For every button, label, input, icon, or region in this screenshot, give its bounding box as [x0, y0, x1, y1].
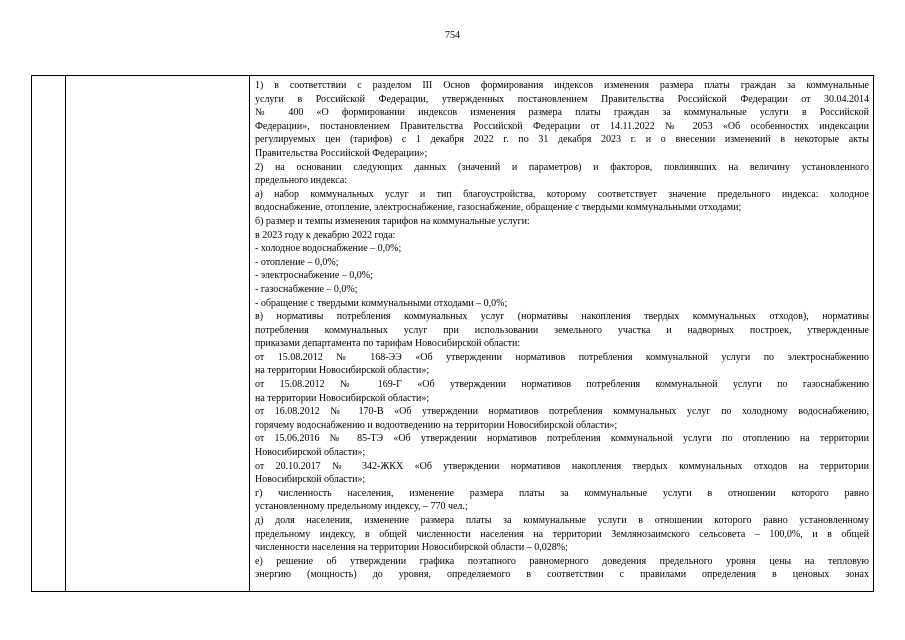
text-line: Новосибирской области»; — [255, 474, 366, 486]
text-line: № 400 «О формировании индексов изменения размера платы граждан за коммунальные услуги в Российской — [255, 107, 869, 119]
text-line: на территории Новосибирской области»; — [255, 365, 430, 377]
text-line: - электроснабжение – 0,0%; — [255, 270, 373, 282]
text-line: Федерации», постановлением Правительства Российской Федерации от 14.11.2022 № 2053 «Об особенностях индексации — [255, 120, 869, 132]
text-line: Новосибирской области»; — [255, 447, 366, 459]
text-line: энергию (мощность) до уровня, определяемого в соответствии с правилами определения в ценовых зонах — [255, 569, 869, 581]
text-line: б) размер и темпы изменения тарифов на коммунальные услуги: — [255, 215, 530, 227]
table-column-name — [66, 76, 250, 591]
text-line: от 20.10.2017 № 342-ЖКХ «Об утверждении нормативов накопления твердых коммунальных отходов на территории — [255, 460, 869, 472]
text-line: водоснабжение, отопление, электроснабжение, газоснабжение, обращение с твердыми коммунальными отходами; — [255, 202, 742, 214]
text-line: - отопление – 0,0%; — [255, 256, 339, 268]
document-table — [31, 75, 874, 592]
text-line: приказами департамента по тарифам Новосибирской области: — [255, 338, 521, 350]
text-line: - обращение с твердыми коммунальными отходами – 0,0%; — [255, 297, 508, 309]
text-line: предельного индекса: — [255, 175, 348, 187]
text-line: 2) на основании следующих данных (значений и параметров) и факторов, повлиявших на величину установленного — [255, 161, 869, 173]
text-line: от 15.06.2016 № 85-ТЭ «Об утверждении нормативов потребления коммунальной услуги по отоплению на территории — [255, 433, 869, 445]
text-line: г) численность населения, изменение размера платы за коммунальные услуги в отношении которого равно — [255, 487, 869, 499]
text-line: в 2023 году к декабрю 2022 года: — [255, 229, 396, 241]
text-line: регулируемых цен (тарифов) с 1 декабря 2022 г. по 31 декабря 2023 г. и о внесении изменений в некоторые акты — [255, 134, 869, 146]
text-line: е) решение об утверждении графика поэтапного равномерного доведения предельного уровня цены на тепловую — [255, 555, 869, 567]
text-line: - холодное водоснабжение – 0,0%; — [255, 243, 402, 255]
text-line: горячему водоснабжению и водоотведению на территории Новосибирской области»; — [255, 419, 618, 431]
text-line: Правительства Российской Федерации»; — [255, 147, 428, 159]
table-column-text — [250, 76, 873, 591]
text-line: услуги в Российской Федерации, утвержденных постановлением Правительства Российской Федерации от 30.04.2014 — [255, 93, 869, 105]
text-line: от 15.08.2012 № 168-ЭЭ «Об утверждении нормативов потребления коммунальной услуги по электроснабжению — [255, 351, 869, 363]
text-line: 1) в соответствии с разделом III Основ формирования индексов изменения размера платы граждан за коммунальные — [255, 80, 869, 91]
text-line: установленному предельному индексу, – 770 чел.; — [255, 501, 468, 513]
text-line: в) нормативы потребления коммунальных услуг (нормативы накопления твердых коммунальных отходов), нормативы — [255, 311, 869, 323]
text-line: от 15.08.2012 № 169-Г «Об утверждении нормативов потребления коммунальной услуги по газоснабжению — [255, 379, 869, 391]
text-line: от 16.08.2012 № 170-В «Об утверждении нормативов потребления коммунальных услуг по холодному водоснабжению, — [255, 406, 869, 418]
text-line: - газоснабжение – 0,0%; — [255, 283, 358, 295]
text-line: а) набор коммунальных услуг и тип благоустройства, которому соответствует значение предельного индекса: холодное — [255, 188, 869, 200]
text-line: численности населения на территории Новосибирской области – 0,028%; — [255, 542, 568, 554]
page-number: 754 — [445, 30, 460, 41]
text-line: д) доля населения, изменение размера платы за коммунальные услуги в отношении которого равно установленному — [255, 515, 869, 526]
text-line: потребления коммунальных услуг при использовании земельного участка и надворных построек, утвержденные — [255, 324, 869, 336]
text-line: на территории Новосибирской области»; — [255, 392, 430, 404]
table-column-number — [32, 76, 66, 591]
text-line: предельному индексу, в общей численности населения на территории Землянозаимского сельсовета – 100,0%, и в общей — [255, 528, 869, 540]
